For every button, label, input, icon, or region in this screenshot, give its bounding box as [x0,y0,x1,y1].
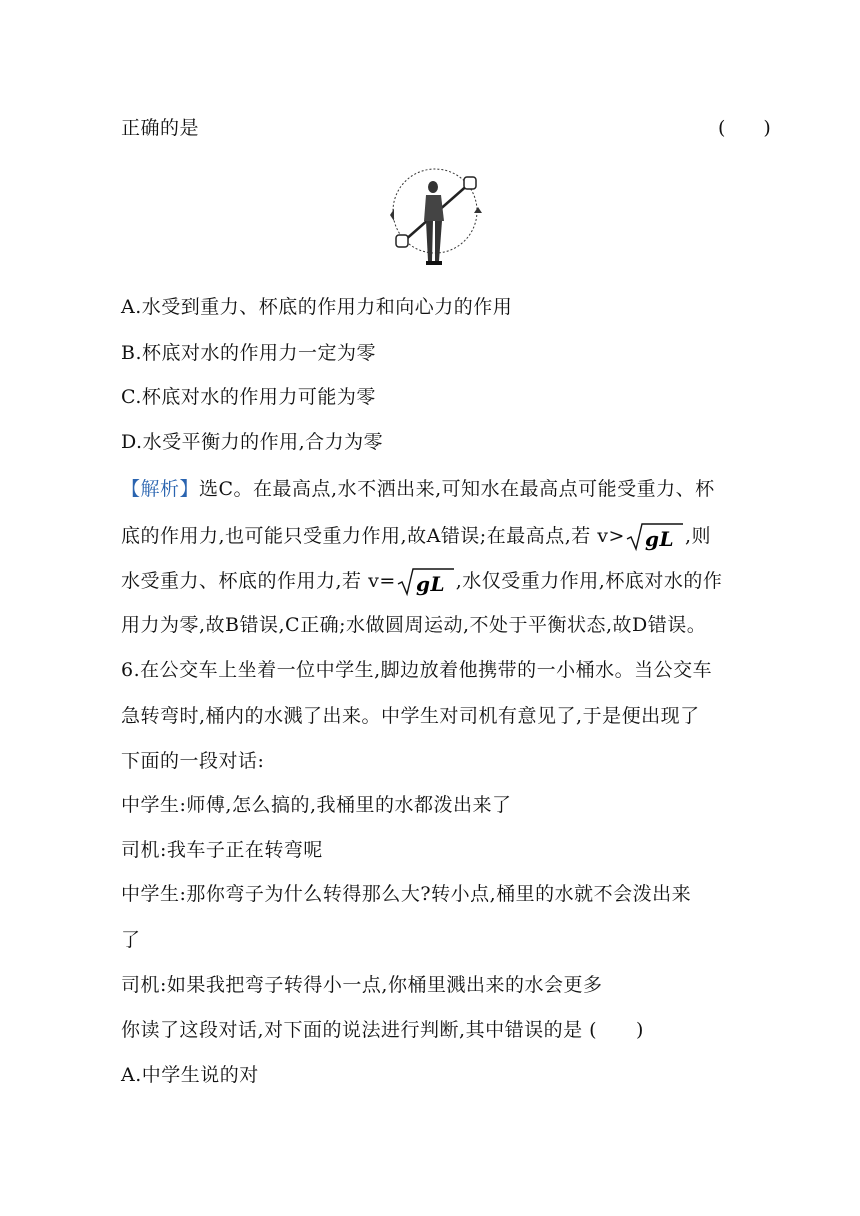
q6-line-6: 中学生:那你弯子为什么转得那么大?转小点,桶里的水就不会泼出来 [121,883,692,905]
sqrt-gl-1 [626,522,684,552]
person-swinging-cups-illustration [386,163,486,273]
q6-option-a: A.中学生说的对 [121,1064,259,1086]
option-d: D.水受平衡力的作用,合力为零 [121,431,384,453]
analysis-text-3b: ,水仅受重力作用,杯底对水的作 [455,570,723,592]
q6-line-1: 6.在公交车上坐着一位中学生,脚边放着他携带的一小桶水。当公交车 [121,659,713,681]
answer-bracket: ( ) [718,117,771,139]
sqrt-gl-2 [397,567,455,597]
analysis-text-1: 选C。在最高点,水不洒出来,可知水在最高点可能受重力、杯 [199,478,715,500]
q6-line-4: 中学生:师傅,怎么搞的,我桶里的水都泼出来了 [121,794,512,816]
sqrt-radicand-1: gL [644,527,674,551]
analysis-line-2 [121,522,711,552]
q6-line-9: 你读了这段对话,对下面的说法进行判断,其中错误的是 ( ) [121,1019,644,1041]
analysis-text-2a: 底的作用力,也可能只受重力作用,故A错误;在最高点,若 v> [121,525,625,547]
q6-line-5: 司机:我车子正在转弯呢 [121,839,323,861]
question-stem-tail: 正确的是 [121,117,200,139]
analysis-text-3a: 水受重力、杯底的作用力,若 v= [121,570,396,592]
option-b: B.杯底对水的作用力一定为零 [121,342,377,364]
analysis-line-1 [121,477,715,501]
analysis-line-3 [121,567,722,597]
analysis-line-4: 用力为零,故B错误,C正确;水做圆周运动,不处于平衡状态,故D错误。 [121,614,707,636]
analysis-text-2b: ,则 [684,525,711,547]
circular-motion-figure [386,163,486,273]
sqrt-radicand-2: gL [415,572,445,596]
q6-line-3: 下面的一段对话: [121,750,265,772]
option-a: A.水受到重力、杯底的作用力和向心力的作用 [121,296,513,318]
q6-line-7: 了 [121,929,141,951]
analysis-tag: 【解析】 [121,478,200,500]
q6-line-2: 急转弯时,桶内的水溅了出来。中学生对司机有意见了,于是便出现了 [121,705,700,727]
option-c: C.杯底对水的作用力可能为零 [121,386,376,408]
q6-line-8: 司机:如果我把弯子转得小一点,你桶里溅出来的水会更多 [121,974,603,996]
